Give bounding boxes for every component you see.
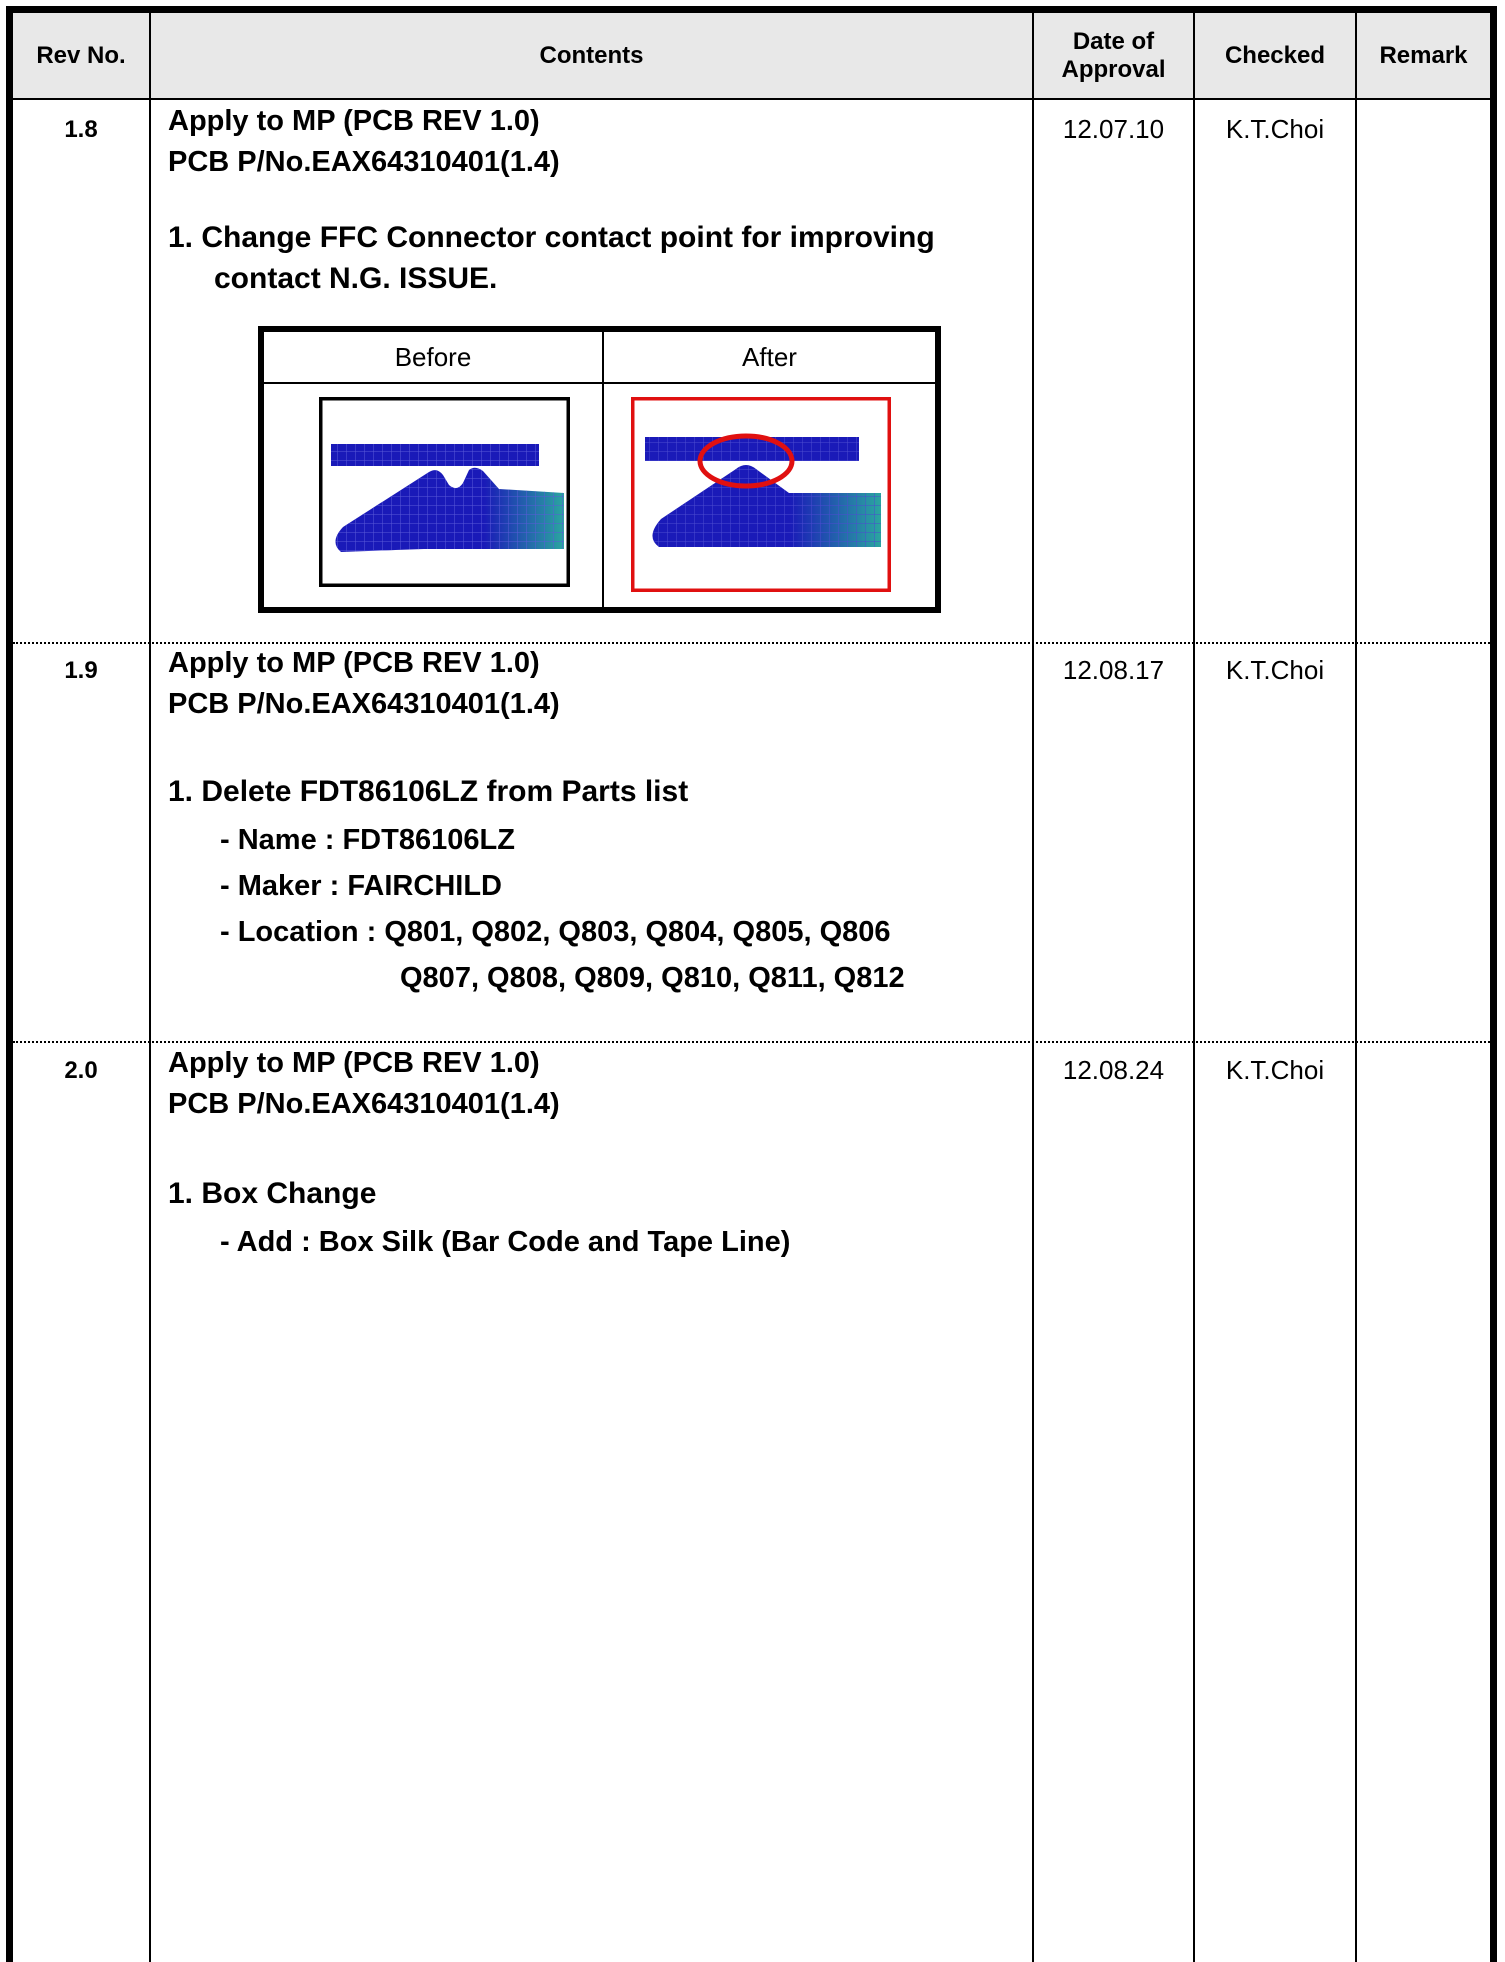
change-item-continued: contact N.G. ISSUE.	[214, 262, 498, 295]
row-subtitle: PCB P/No.EAX64310401(1.4)	[168, 146, 560, 178]
header-contents: Contents	[539, 41, 644, 69]
header-remark: Remark	[1379, 41, 1468, 69]
before-label: Before	[394, 341, 472, 372]
detail-name: - Name : FDT86106LZ	[220, 824, 515, 856]
row-separator	[13, 1041, 1490, 1043]
rev-number: 1.9	[64, 657, 98, 684]
approval-date: 12.08.24	[1062, 1055, 1165, 1085]
detail-add: - Add : Box Silk (Bar Code and Tape Line)	[220, 1226, 791, 1258]
row-title: Apply to MP (PCB REV 1.0)	[168, 647, 540, 679]
column-divider	[1193, 13, 1195, 1962]
approval-date: 12.08.17	[1062, 655, 1165, 685]
detail-maker: - Maker : FAIRCHILD	[220, 870, 502, 902]
header-checked: Checked	[1224, 41, 1326, 69]
row-separator	[13, 642, 1490, 644]
column-divider	[1355, 13, 1357, 1962]
table-header	[13, 13, 1490, 100]
row-subtitle: PCB P/No.EAX64310401(1.4)	[168, 1088, 560, 1120]
row-title: Apply to MP (PCB REV 1.0)	[168, 105, 540, 137]
checked-by: K.T.Choi	[1225, 1055, 1325, 1085]
before-contact-image	[319, 397, 570, 587]
after-contact-image	[631, 397, 891, 592]
checked-by: K.T.Choi	[1225, 655, 1325, 685]
checked-by: K.T.Choi	[1225, 114, 1325, 144]
column-divider	[149, 13, 151, 1962]
detail-location: - Location : Q801, Q802, Q803, Q804, Q805, Q806	[220, 916, 891, 948]
rev-number: 1.8	[64, 116, 98, 143]
change-item: 1. Change FFC Connector contact point for improving	[168, 221, 935, 254]
row-subtitle: PCB P/No.EAX64310401(1.4)	[168, 688, 560, 720]
header-date-of-approval: Date of Approval	[1061, 27, 1166, 83]
after-label: After	[742, 341, 797, 372]
header-rev-no: Rev No.	[36, 41, 126, 69]
change-item: 1. Box Change	[168, 1177, 377, 1210]
approval-date: 12.07.10	[1062, 114, 1165, 144]
detail-location-continued: Q807, Q808, Q809, Q810, Q811, Q812	[400, 962, 905, 994]
row-title: Apply to MP (PCB REV 1.0)	[168, 1047, 540, 1079]
change-item: 1. Delete FDT86106LZ from Parts list	[168, 775, 689, 808]
rev-number: 2.0	[64, 1057, 98, 1084]
before-after-figure	[258, 326, 941, 613]
column-divider	[1032, 13, 1034, 1962]
